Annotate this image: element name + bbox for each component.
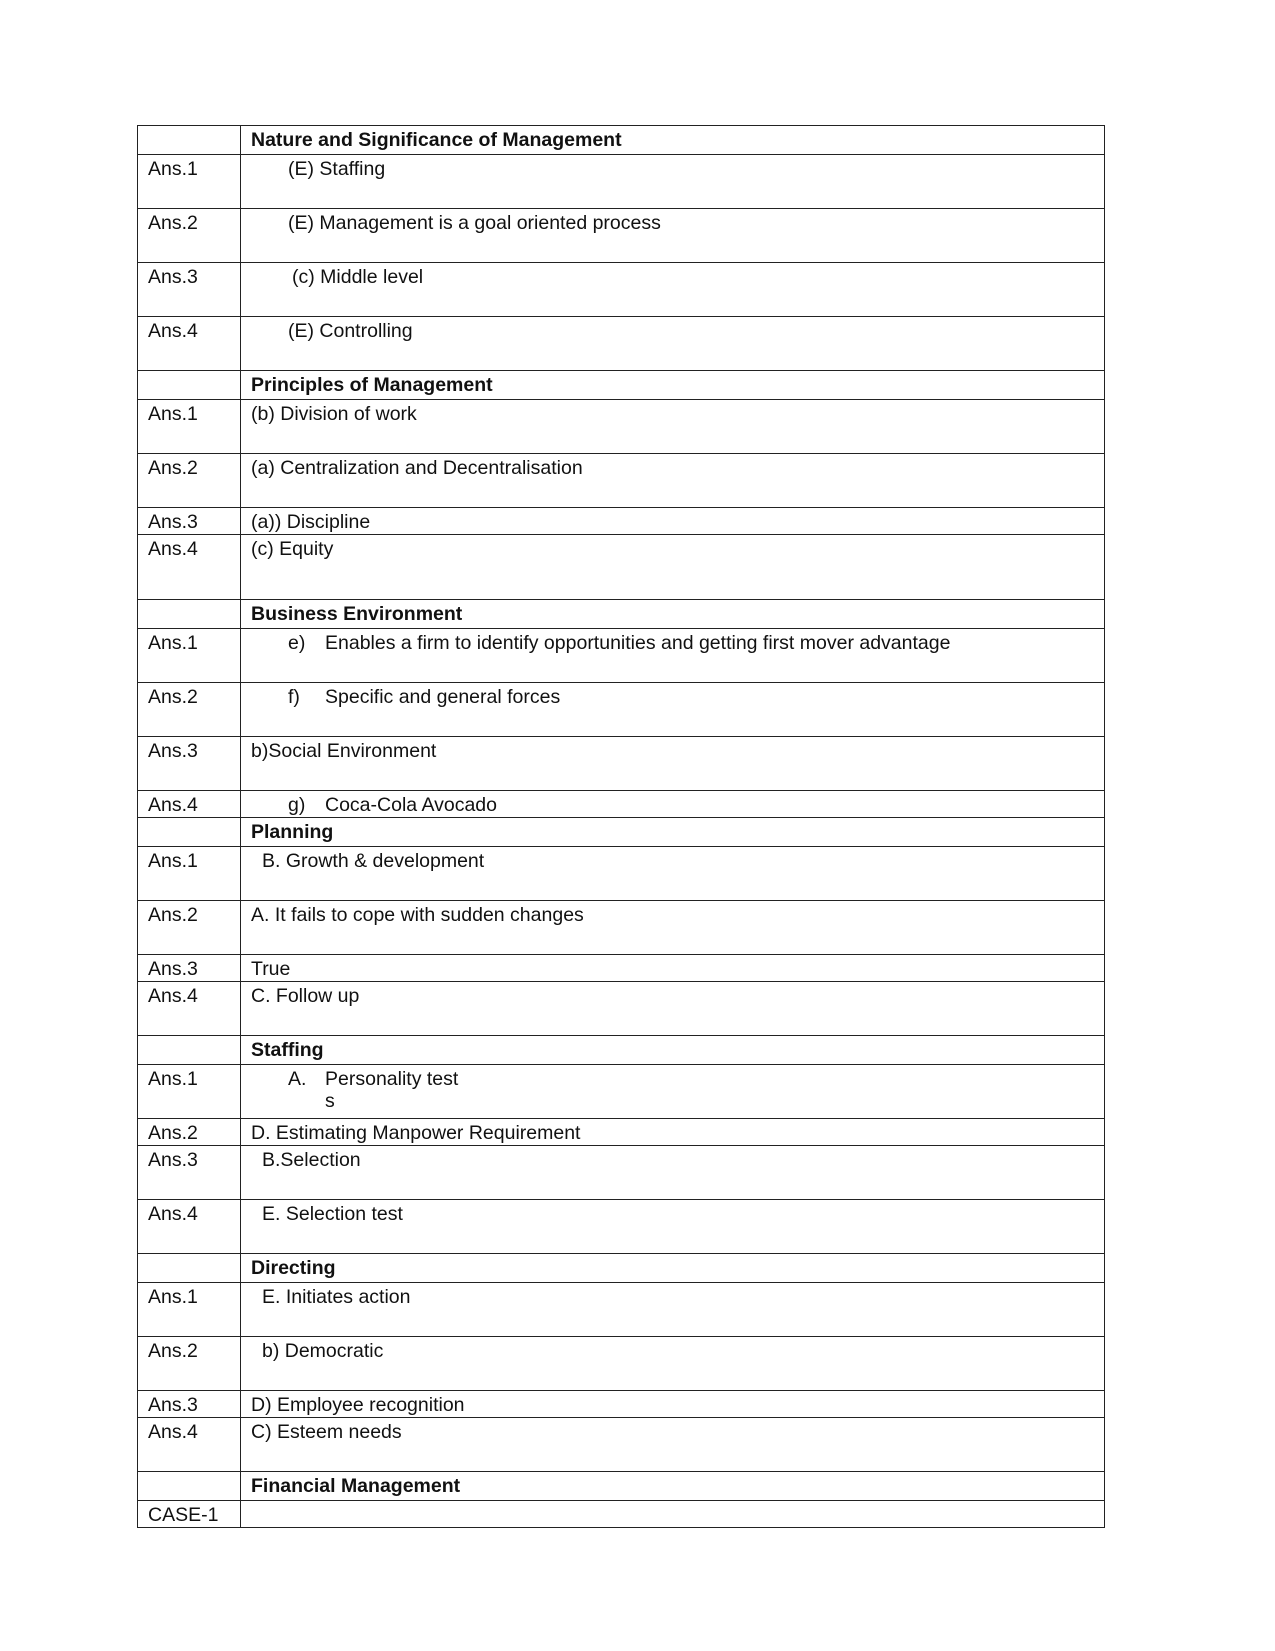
table-row <box>138 1418 1105 1472</box>
section-header-row <box>138 1472 1105 1501</box>
table-row <box>138 982 1105 1036</box>
section-title: Principles of Management <box>241 371 1105 400</box>
answer-label: Ans.3 <box>138 1391 241 1418</box>
answer-text: Specific and general forces <box>325 686 561 708</box>
answer-text: A. It fails to cope with sudden changes <box>241 901 1105 955</box>
section-title: Business Environment <box>241 600 1105 629</box>
answer-text: True <box>241 955 1105 982</box>
section-header-row <box>138 818 1105 847</box>
table-row <box>138 1337 1105 1391</box>
table-row <box>138 847 1105 901</box>
answer-label: Ans.3 <box>138 508 241 535</box>
answer-label: Ans.1 <box>138 1065 241 1119</box>
answer-label: Ans.2 <box>138 1119 241 1146</box>
answer-text: Enables a firm to identify opportunities and getting first mover advantage <box>325 632 951 654</box>
answer-text: (E) Management is a goal oriented process <box>288 212 661 234</box>
answer-label: Ans.1 <box>138 400 241 454</box>
table-row <box>138 508 1105 535</box>
answer-label: Ans.3 <box>138 955 241 982</box>
answer-text: (E) Staffing <box>288 158 386 180</box>
answer-label: Ans.4 <box>138 1418 241 1472</box>
answer-label: Ans.2 <box>138 454 241 508</box>
section-title: Nature and Significance of Management <box>241 126 1105 155</box>
answer-label: Ans.4 <box>138 317 241 371</box>
table-row <box>138 209 1105 263</box>
section-title: Financial Management <box>241 1472 1105 1501</box>
answer-label: Ans.1 <box>138 629 241 683</box>
answer-text: Personality test <box>325 1068 459 1090</box>
answer-label: CASE-1 <box>138 1501 241 1528</box>
list-marker: f) <box>288 686 300 708</box>
answer-label: Ans.3 <box>138 737 241 791</box>
answer-text: C. Follow up <box>241 982 1105 1036</box>
answer-text: D. Estimating Manpower Requirement <box>241 1119 1105 1146</box>
table-row <box>138 1119 1105 1146</box>
answer-label: Ans.1 <box>138 847 241 901</box>
table-row <box>138 737 1105 791</box>
table-row <box>138 1283 1105 1337</box>
answer-label: Ans.4 <box>138 982 241 1036</box>
list-marker: A. <box>288 1068 307 1090</box>
answer-text: B.Selection <box>262 1149 361 1171</box>
answer-text: (c) Middle level <box>292 266 424 288</box>
answer-text: (E) Controlling <box>288 320 413 342</box>
section-header-row <box>138 1036 1105 1065</box>
table-row <box>138 1065 1105 1119</box>
answer-text: C) Esteem needs <box>241 1418 1105 1472</box>
answer-label: Ans.3 <box>138 1146 241 1200</box>
section-title: Staffing <box>241 1036 1105 1065</box>
answer-text: Coca-Cola Avocado <box>325 794 497 816</box>
table-row <box>138 791 1105 818</box>
answer-text: (b) Division of work <box>241 400 1105 454</box>
answer-label: Ans.2 <box>138 209 241 263</box>
answer-label: Ans.1 <box>138 155 241 209</box>
section-header-row <box>138 126 1105 155</box>
answer-text <box>241 1501 1105 1528</box>
section-header-row <box>138 600 1105 629</box>
table-row <box>138 400 1105 454</box>
answer-key-table <box>137 125 1105 1528</box>
table-row <box>138 317 1105 371</box>
answer-label: Ans.2 <box>138 901 241 955</box>
table-row <box>138 1391 1105 1418</box>
section-header-row <box>138 1254 1105 1283</box>
answer-text: b) Democratic <box>262 1340 384 1362</box>
table-row <box>138 1501 1105 1528</box>
table-row <box>138 683 1105 737</box>
answer-label: Ans.4 <box>138 791 241 818</box>
table-row <box>138 1146 1105 1200</box>
section-title: Planning <box>241 818 1105 847</box>
answer-label: Ans.1 <box>138 1283 241 1337</box>
list-marker: e) <box>288 632 306 654</box>
answer-text: E. Initiates action <box>262 1286 411 1308</box>
section-title: Directing <box>241 1254 1105 1283</box>
table-row <box>138 1200 1105 1254</box>
answer-text: D) Employee recognition <box>241 1391 1105 1418</box>
answer-text: (c) Equity <box>241 535 1105 600</box>
answer-text: (a)) Discipline <box>241 508 1105 535</box>
answer-label: Ans.3 <box>138 263 241 317</box>
answer-label: Ans.2 <box>138 1337 241 1391</box>
answer-text: (a) Centralization and Decentralisation <box>241 454 1105 508</box>
answer-text: E. Selection test <box>262 1203 403 1225</box>
table-row <box>138 955 1105 982</box>
list-marker: g) <box>288 794 306 816</box>
answer-label: Ans.2 <box>138 683 241 737</box>
table-row <box>138 629 1105 683</box>
table-row <box>138 535 1105 600</box>
table-row <box>138 155 1105 209</box>
table-row <box>138 901 1105 955</box>
answer-label: Ans.4 <box>138 535 241 600</box>
section-header-row <box>138 371 1105 400</box>
stray-character: s <box>325 1090 335 1112</box>
table-row <box>138 454 1105 508</box>
table-row <box>138 263 1105 317</box>
answer-text: B. Growth & development <box>262 850 485 872</box>
answer-label: Ans.4 <box>138 1200 241 1254</box>
answer-text: b)Social Environment <box>241 737 1105 791</box>
